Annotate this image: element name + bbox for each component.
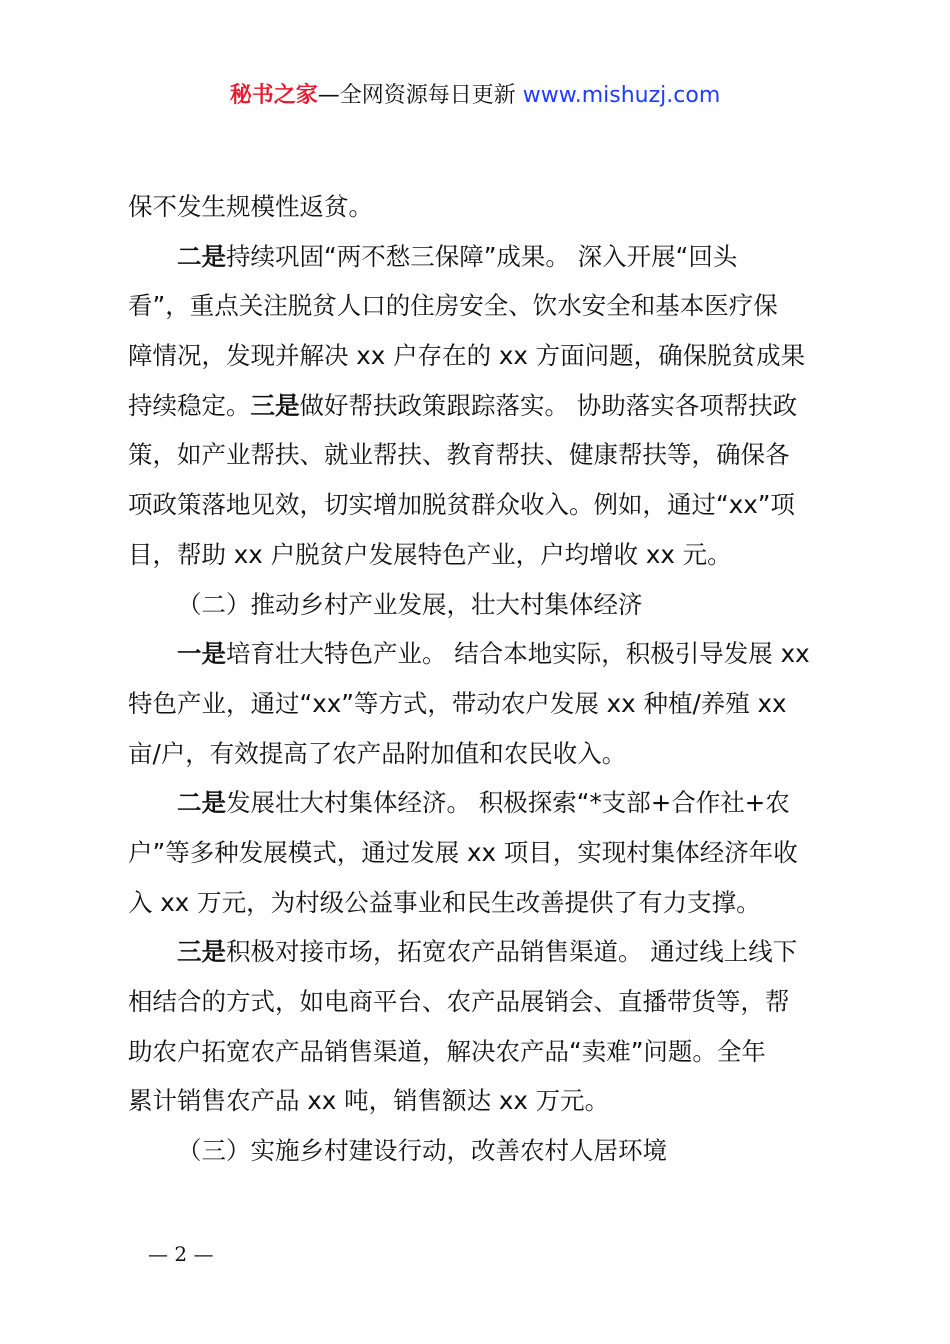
text-run: 发展壮大村集体经济。 积极探索“*支部+合作社+农 (226, 788, 790, 818)
text-line (128, 878, 838, 928)
lead-phrase: 三是 (177, 937, 226, 967)
text-line (128, 530, 838, 580)
text-line (128, 679, 838, 729)
text-line (128, 1126, 838, 1176)
lead-phrase: 二是 (177, 241, 226, 271)
text-run: 助农户拓宽农产品销售渠道，解决农产品“卖难”问题。全年 (128, 1036, 766, 1066)
text-line (128, 381, 838, 431)
page-number: — 2 — (148, 1242, 214, 1266)
text-run: 目，帮助 xx 户脱贫户发展特色产业，户均增收 xx 元。 (128, 539, 732, 569)
text-run: 项政策落地见效，切实增加脱贫群众收入。例如，通过“xx”项 (128, 490, 795, 520)
text-line (128, 828, 838, 878)
text-line (128, 629, 838, 679)
text-line (128, 977, 838, 1027)
text-run: 持续巩固“两不愁三保障”成果。 深入开展“回头 (226, 241, 738, 271)
text-line (128, 430, 838, 480)
text-line (128, 182, 838, 232)
text-run: 做好帮扶政策跟踪落实。 协助落实各项帮扶政 (299, 390, 798, 420)
text-run: 亩/户，有效提高了农产品附加值和农民收入。 (128, 738, 627, 768)
text-run: （三）实施乡村建设行动，改善农村人居环境 (177, 1136, 667, 1166)
text-run: 培育壮大特色产业。 结合本地实际，积极引导发展 xx (226, 639, 810, 669)
text-run: 入 xx 万元，为村级公益事业和民生改善提供了有力支撑。 (128, 887, 761, 917)
text-run: 看”，重点关注脱贫人口的住房安全、饮水安全和基本医疗保 (128, 291, 778, 321)
text-line (128, 729, 838, 779)
site-header (0, 78, 950, 114)
text-line (128, 232, 838, 282)
text-run: 持续稳定。 (128, 390, 251, 420)
lead-phrase: 一是 (177, 639, 226, 669)
text-run: 累计销售农产品 xx 吨，销售额达 xx 万元。 (128, 1086, 610, 1116)
site-url-link[interactable]: www.mishuzj.com (522, 83, 721, 108)
text-run: （二）推动乡村产业发展，壮大村集体经济 (177, 589, 643, 619)
text-line (128, 1027, 838, 1077)
brand-name: 秘书之家 (229, 83, 318, 108)
text-line (128, 281, 838, 331)
header-slogan: —全网资源每日更新 (317, 83, 516, 108)
text-line (128, 778, 838, 828)
text-line (128, 1076, 838, 1126)
text-line (128, 927, 838, 977)
text-run: 策，如产业帮扶、就业帮扶、教育帮扶、健康帮扶等，确保各 (128, 440, 790, 470)
text-run: 特色产业，通过“xx”等方式，带动农户发展 xx 种植/养殖 xx (128, 688, 787, 718)
text-run: 户”等多种发展模式，通过发展 xx 项目，实现村集体经济年收 (128, 837, 798, 867)
lead-phrase: 三是 (250, 390, 300, 420)
text-run: 障情况，发现并解决 xx 户存在的 xx 方面问题，确保脱贫成果 (128, 341, 806, 371)
text-run: 相结合的方式，如电商平台、农产品展销会、直播带货等，帮 (128, 987, 790, 1016)
lead-phrase: 二是 (177, 788, 226, 818)
text-run: 积极对接市场，拓宽农产品销售渠道。 通过线上线下 (226, 937, 798, 967)
text-line (128, 480, 838, 530)
text-run: 保不发生规模性返贫。 (128, 192, 373, 221)
text-line (128, 580, 838, 630)
text-line (128, 331, 838, 381)
document-body (128, 182, 838, 1176)
